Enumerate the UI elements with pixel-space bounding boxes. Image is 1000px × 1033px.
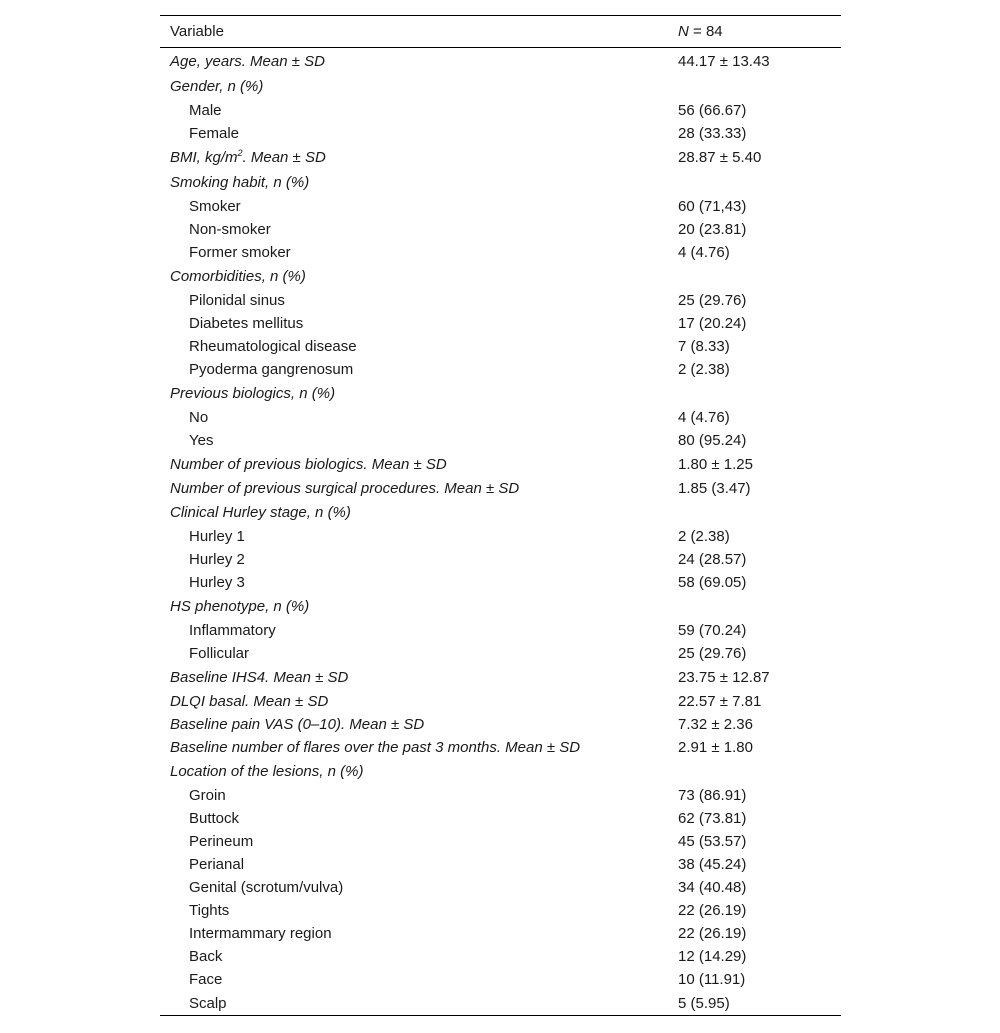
category-row	[160, 759, 841, 784]
row-value: 4 (4.76)	[678, 244, 730, 261]
bmi-label-pre: BMI, kg/m	[170, 149, 238, 166]
table-row	[160, 406, 841, 429]
table-row	[160, 853, 841, 876]
row-label: Male	[189, 102, 222, 119]
row-value: 7.32 ± 2.36	[678, 716, 753, 733]
table-row	[160, 619, 841, 642]
table-row	[160, 991, 841, 1015]
row-value: 62 (73.81)	[678, 810, 747, 827]
row-label: Face	[189, 971, 223, 988]
row-value: 1.80 ± 1.25	[678, 456, 753, 473]
row-label: Non-smoker	[189, 221, 271, 238]
table-row	[160, 713, 841, 736]
row-label: Baseline pain VAS (0–10). Mean ± SD	[170, 716, 425, 733]
row-label: Yes	[189, 432, 214, 449]
row-label	[160, 149, 668, 166]
row-value: 1.85 (3.47)	[678, 480, 751, 497]
row-label: Number of previous biologics. Mean ± SD	[170, 456, 447, 473]
table-row	[160, 218, 841, 241]
category-row	[160, 170, 841, 195]
row-label: Perianal	[189, 856, 245, 873]
row-label: Pyoderma gangrenosum	[189, 361, 354, 378]
category-label: Clinical Hurley stage, n (%)	[170, 504, 351, 521]
row-value: 23.75 ± 12.87	[678, 669, 770, 686]
table-row	[160, 922, 841, 945]
row-value: 5 (5.95)	[678, 994, 730, 1012]
table-row	[160, 452, 841, 477]
table-row	[160, 945, 841, 968]
row-label: Hurley 2	[189, 551, 245, 568]
row-value: 56 (66.67)	[678, 102, 747, 119]
row-value: 24 (28.57)	[678, 551, 747, 568]
table-row	[160, 312, 841, 335]
row-value: 4 (4.76)	[678, 409, 730, 426]
table-row	[160, 830, 841, 853]
category-row	[160, 264, 841, 289]
row-label: DLQI basal. Mean ± SD	[170, 693, 329, 710]
row-value: 25 (29.76)	[678, 645, 747, 662]
table-bottom-rule	[160, 1015, 841, 1016]
table-row	[160, 899, 841, 922]
category-row	[160, 74, 841, 99]
table-row	[160, 548, 841, 571]
row-label: Tights	[189, 902, 230, 919]
row-label: Diabetes mellitus	[189, 315, 304, 332]
category-label: Location of the lesions, n (%)	[170, 763, 364, 780]
category-label: Comorbidities, n (%)	[170, 268, 306, 285]
row-label: Follicular	[189, 645, 250, 662]
row-label: Hurley 1	[189, 528, 245, 545]
table-row	[160, 736, 841, 759]
row-value: 34 (40.48)	[678, 879, 747, 896]
header-n-value: = 84	[688, 23, 723, 40]
row-label: Age, years. Mean ± SD	[170, 52, 325, 70]
row-value: 45 (53.57)	[678, 833, 747, 850]
table-row	[160, 358, 841, 381]
row-value: 28.87 ± 5.40	[678, 149, 762, 166]
row-label: Smoker	[189, 198, 241, 215]
row-value: 58 (69.05)	[678, 574, 747, 591]
table-row	[160, 289, 841, 312]
table-row	[160, 525, 841, 548]
row-label: Pilonidal sinus	[189, 292, 285, 309]
row-label: Back	[189, 948, 223, 965]
bmi-label-post: . Mean ± SD	[242, 149, 326, 166]
category-label: Previous biologics, n (%)	[170, 385, 336, 402]
row-value: 10 (11.91)	[678, 971, 746, 988]
row-value: 38 (45.24)	[678, 856, 747, 873]
row-label: Female	[189, 125, 240, 142]
row-value: 20 (23.81)	[678, 221, 747, 238]
row-label: Perineum	[189, 833, 254, 850]
row-value: 59 (70.24)	[678, 622, 747, 639]
table-row	[160, 99, 841, 122]
row-label: Buttock	[189, 810, 240, 827]
row-value: 44.17 ± 13.43	[678, 52, 770, 70]
table-row	[160, 429, 841, 452]
row-value: 12 (14.29)	[678, 948, 747, 965]
row-value: 60 (71,43)	[678, 198, 747, 215]
row-label: Baseline number of flares over the past 3 months. Mean ± SD	[170, 739, 581, 756]
header-n-symbol: N	[678, 23, 689, 40]
row-value: 25 (29.76)	[678, 292, 747, 309]
row-label: Inflammatory	[189, 622, 276, 639]
row-value: 80 (95.24)	[678, 432, 747, 449]
row-value: 2.91 ± 1.80	[678, 739, 753, 756]
category-label: Smoking habit, n (%)	[170, 174, 310, 191]
table-row	[160, 876, 841, 899]
table-row	[160, 642, 841, 665]
row-label: Rheumatological disease	[189, 338, 357, 355]
row-label: Genital (scrotum/vulva)	[189, 879, 344, 896]
table-row	[160, 571, 841, 594]
table-header-row	[160, 16, 841, 47]
row-label: Hurley 3	[189, 574, 245, 591]
row-label: Scalp	[189, 994, 227, 1012]
bmi-label-sup: 2	[237, 148, 243, 158]
header-variable: Variable	[170, 23, 224, 40]
row-value: 7 (8.33)	[678, 338, 730, 355]
table-row	[160, 807, 841, 830]
category-row	[160, 500, 841, 525]
row-value: 73 (86.91)	[678, 787, 747, 804]
table-row	[160, 690, 841, 713]
category-row	[160, 381, 841, 406]
table-row	[160, 335, 841, 358]
category-label: HS phenotype, n (%)	[170, 598, 310, 615]
row-label: Baseline IHS4. Mean ± SD	[170, 669, 349, 686]
row-value: 28 (33.33)	[678, 125, 747, 142]
table-row	[160, 48, 841, 74]
row-value: 2 (2.38)	[678, 528, 730, 545]
table-row	[160, 122, 841, 145]
category-label: Gender, n (%)	[170, 78, 264, 95]
row-label: Intermammary region	[189, 925, 332, 942]
table-row	[160, 195, 841, 218]
category-row	[160, 594, 841, 619]
header-n	[668, 23, 841, 40]
row-value: 17 (20.24)	[678, 315, 747, 332]
row-value: 22 (26.19)	[678, 925, 747, 942]
row-label: Former smoker	[189, 244, 291, 261]
row-label: Groin	[189, 787, 226, 804]
row-value: 22 (26.19)	[678, 902, 747, 919]
row-label: Number of previous surgical procedures. Mean ± SD	[170, 480, 520, 497]
table-row	[160, 477, 841, 500]
row-value: 2 (2.38)	[678, 361, 730, 378]
table-row	[160, 241, 841, 264]
row-label: No	[189, 409, 209, 426]
table-row	[160, 784, 841, 807]
table-row	[160, 665, 841, 690]
baseline-characteristics-table	[160, 15, 841, 1016]
row-value: 22.57 ± 7.81	[678, 693, 762, 710]
table-row	[160, 968, 841, 991]
table-row	[160, 145, 841, 170]
